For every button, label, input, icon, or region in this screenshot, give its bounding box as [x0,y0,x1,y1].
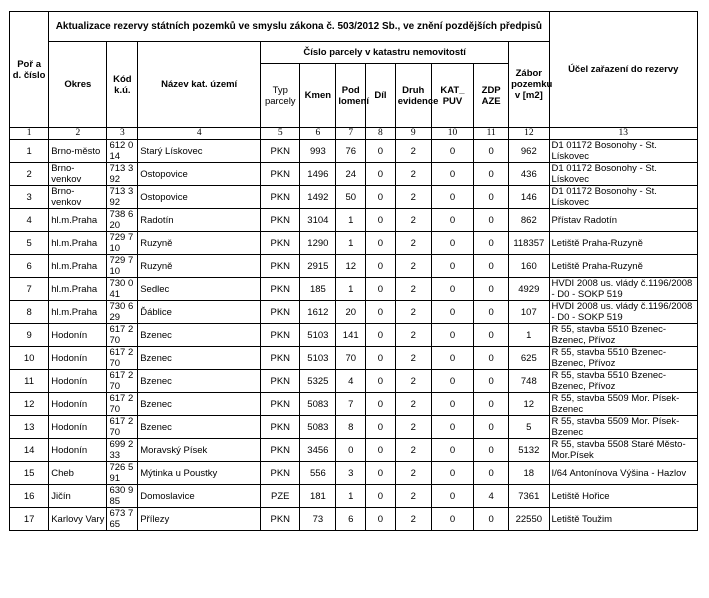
evidence-cell: 2 [395,370,431,393]
area-cell: 1 [509,324,549,347]
podlomeni-cell: 24 [336,163,366,186]
district-cell: Brno-venkov [49,163,107,186]
podlomeni-cell: 1 [336,209,366,232]
parcel-type-cell: PKN [261,186,300,209]
area-cell: 12 [509,393,549,416]
podlomeni-cell: 50 [336,186,366,209]
cadastral-name-cell: Bzenec [138,393,261,416]
kmen-cell: 1496 [300,163,336,186]
area-cell: 5132 [509,439,549,462]
code-cell: 726 591 [107,462,138,485]
cadastral-name-cell: Ostopovice [138,186,261,209]
cadastral-name-cell: Bzenec [138,347,261,370]
purpose-cell: R 55, stavba 5510 Bzenec-Bzenec, Přívoz [549,324,698,347]
district-cell: Hodonín [49,370,107,393]
table-row [10,347,698,370]
code-cell: 617 270 [107,347,138,370]
podlomeni-cell: 12 [336,255,366,278]
cadastral-name-cell: Bzenec [138,370,261,393]
parcel-type-cell: PKN [261,393,300,416]
dil-cell: 0 [366,370,396,393]
podlomeni-cell: 70 [336,347,366,370]
zdp-aze-cell: 0 [474,324,509,347]
evidence-cell: 2 [395,462,431,485]
parcel-type-cell: PKN [261,439,300,462]
purpose-cell: R 55, stavba 5509 Mor. Písek-Bzenec [549,393,698,416]
purpose-cell: Letiště Praha-Ruzyně [549,255,698,278]
row-number: 3 [10,186,49,209]
row-number: 15 [10,462,49,485]
header-kmen: Kmen [300,64,336,128]
column-number: 3 [107,128,138,140]
kmen-cell: 3104 [300,209,336,232]
row-number: 5 [10,232,49,255]
cadastral-name-cell: Sedlec [138,278,261,301]
zdp-aze-cell: 0 [474,439,509,462]
table-row [10,393,698,416]
evidence-cell: 2 [395,347,431,370]
code-cell: 612 014 [107,140,138,163]
dil-cell: 0 [366,393,396,416]
column-number: 6 [300,128,336,140]
code-cell: 730 629 [107,301,138,324]
cadastral-name-cell: Bzenec [138,324,261,347]
kat-puv-cell: 0 [431,186,473,209]
dil-cell: 0 [366,186,396,209]
evidence-cell: 2 [395,140,431,163]
kat-puv-cell: 0 [431,209,473,232]
kmen-cell: 5083 [300,393,336,416]
podlomeni-cell: 6 [336,508,366,531]
podlomeni-cell: 0 [336,439,366,462]
district-cell: hl.m.Praha [49,209,107,232]
cadastral-name-cell: Moravský Písek [138,439,261,462]
cadastral-name-cell: Přílezy [138,508,261,531]
dil-cell: 0 [366,301,396,324]
row-number: 14 [10,439,49,462]
kat-puv-cell: 0 [431,163,473,186]
podlomeni-cell: 7 [336,393,366,416]
column-number: 13 [549,128,698,140]
evidence-cell: 2 [395,255,431,278]
table-row [10,416,698,439]
kat-puv-cell: 0 [431,140,473,163]
area-cell: 107 [509,301,549,324]
dil-cell: 0 [366,347,396,370]
kmen-cell: 5083 [300,416,336,439]
column-number: 9 [395,128,431,140]
kat-puv-cell: 0 [431,485,473,508]
zdp-aze-cell: 0 [474,462,509,485]
district-cell: Karlovy Vary [49,508,107,531]
table-row [10,255,698,278]
area-cell: 625 [509,347,549,370]
row-number: 6 [10,255,49,278]
zdp-aze-cell: 0 [474,347,509,370]
table-row [10,485,698,508]
row-number: 9 [10,324,49,347]
area-cell: 18 [509,462,549,485]
table-body [10,140,698,531]
zdp-aze-cell: 0 [474,255,509,278]
kmen-cell: 1290 [300,232,336,255]
table-row [10,370,698,393]
header-parcel-group: Číslo parcely v katastru nemovitostí [261,42,509,64]
cadastral-name-cell: Ruzyně [138,232,261,255]
cadastral-name-cell: Radotín [138,209,261,232]
parcel-type-cell: PKN [261,370,300,393]
parcel-type-cell: PKN [261,278,300,301]
district-cell: Jičín [49,485,107,508]
purpose-cell: D1 01172 Bosonohy - St. Lískovec [549,163,698,186]
code-cell: 617 270 [107,324,138,347]
row-number: 7 [10,278,49,301]
parcel-type-cell: PZE [261,485,300,508]
code-cell: 730 041 [107,278,138,301]
cadastral-name-cell: Ostopovice [138,163,261,186]
area-cell: 5 [509,416,549,439]
evidence-cell: 2 [395,163,431,186]
header-podlomeni: Pod lomení [336,64,366,128]
table-row [10,301,698,324]
district-cell: Hodonín [49,347,107,370]
dil-cell: 0 [366,324,396,347]
column-number: 2 [49,128,107,140]
kmen-cell: 1492 [300,186,336,209]
kmen-cell: 2915 [300,255,336,278]
column-number: 10 [431,128,473,140]
kat-puv-cell: 0 [431,255,473,278]
area-cell: 862 [509,209,549,232]
table-row [10,508,698,531]
kat-puv-cell: 0 [431,324,473,347]
header-section-title: Aktualizace rezervy státních pozemků ve smyslu zákona č. 503/2012 Sb., ve znění pozdějších předpisů [49,12,549,42]
column-number: 8 [366,128,396,140]
table-row [10,439,698,462]
column-number-row [10,128,698,140]
district-cell: Brno-venkov [49,186,107,209]
kat-puv-cell: 0 [431,301,473,324]
table-row [10,462,698,485]
dil-cell: 0 [366,255,396,278]
area-cell: 748 [509,370,549,393]
evidence-cell: 2 [395,232,431,255]
zdp-aze-cell: 0 [474,393,509,416]
kmen-cell: 185 [300,278,336,301]
cadastral-name-cell: Starý Lískovec [138,140,261,163]
dil-cell: 0 [366,462,396,485]
district-cell: hl.m.Praha [49,278,107,301]
reserve-table-container [9,11,698,531]
evidence-cell: 2 [395,439,431,462]
code-cell: 617 270 [107,393,138,416]
column-number: 12 [509,128,549,140]
evidence-cell: 2 [395,324,431,347]
area-cell: 4929 [509,278,549,301]
reserve-table [9,11,698,531]
kmen-cell: 5103 [300,324,336,347]
evidence-cell: 2 [395,393,431,416]
district-cell: Brno-město [49,140,107,163]
parcel-type-cell: PKN [261,301,300,324]
code-cell: 673 765 [107,508,138,531]
code-cell: 738 620 [107,209,138,232]
header-purpose: Účel zařazení do rezervy [549,12,698,128]
header-zdp-aze: ZDP AZE [474,64,509,128]
purpose-cell: R 55, stavba 5510 Bzenec-Bzenec, Přívoz [549,347,698,370]
district-cell: Hodonín [49,439,107,462]
purpose-cell: R 55, stavba 5509 Mor. Písek-Bzenec [549,416,698,439]
kat-puv-cell: 0 [431,439,473,462]
podlomeni-cell: 141 [336,324,366,347]
kat-puv-cell: 0 [431,347,473,370]
zdp-aze-cell: 0 [474,232,509,255]
parcel-type-cell: PKN [261,140,300,163]
header-area: Zábor pozemku v [m2] [509,42,549,128]
row-number: 10 [10,347,49,370]
column-number: 4 [138,128,261,140]
purpose-cell: Letiště Toužim [549,508,698,531]
parcel-type-cell: PKN [261,508,300,531]
dil-cell: 0 [366,416,396,439]
parcel-type-cell: PKN [261,163,300,186]
dil-cell: 0 [366,140,396,163]
table-row [10,324,698,347]
kmen-cell: 5325 [300,370,336,393]
purpose-cell: HVDI 2008 us. vlády č.1196/2008 - D0 - SOKP 519 [549,278,698,301]
row-number: 17 [10,508,49,531]
evidence-cell: 2 [395,485,431,508]
parcel-type-cell: PKN [261,462,300,485]
purpose-cell: Letiště Hořice [549,485,698,508]
row-number: 12 [10,393,49,416]
evidence-cell: 2 [395,508,431,531]
kmen-cell: 993 [300,140,336,163]
zdp-aze-cell: 0 [474,416,509,439]
table-row [10,140,698,163]
dil-cell: 0 [366,209,396,232]
kat-puv-cell: 0 [431,232,473,255]
district-cell: Hodonín [49,324,107,347]
evidence-cell: 2 [395,186,431,209]
district-cell: hl.m.Praha [49,255,107,278]
podlomeni-cell: 1 [336,278,366,301]
kat-puv-cell: 0 [431,508,473,531]
zdp-aze-cell: 4 [474,485,509,508]
purpose-cell: R 55, stavba 5508 Staré Město-Mor.Písek [549,439,698,462]
row-number: 11 [10,370,49,393]
cadastral-name-cell: Ruzyně [138,255,261,278]
zdp-aze-cell: 0 [474,209,509,232]
kat-puv-cell: 0 [431,393,473,416]
podlomeni-cell: 20 [336,301,366,324]
area-cell: 146 [509,186,549,209]
purpose-cell: Letiště Praha-Ruzyně [549,232,698,255]
parcel-type-cell: PKN [261,255,300,278]
purpose-cell: HVDI 2008 us. vlády č.1196/2008 - D0 - SOKP 519 [549,301,698,324]
dil-cell: 0 [366,278,396,301]
header-code: Kód k.ú. [107,42,138,128]
area-cell: 7361 [509,485,549,508]
kat-puv-cell: 0 [431,278,473,301]
area-cell: 436 [509,163,549,186]
area-cell: 22550 [509,508,549,531]
row-number: 2 [10,163,49,186]
header-district: Okres [49,42,107,128]
dil-cell: 0 [366,508,396,531]
parcel-type-cell: PKN [261,347,300,370]
purpose-cell: Přístav Radotín [549,209,698,232]
zdp-aze-cell: 0 [474,163,509,186]
row-number: 13 [10,416,49,439]
parcel-type-cell: PKN [261,416,300,439]
kat-puv-cell: 0 [431,462,473,485]
dil-cell: 0 [366,163,396,186]
district-cell: Hodonín [49,416,107,439]
cadastral-name-cell: Ďáblice [138,301,261,324]
kmen-cell: 5103 [300,347,336,370]
header-cadastral-name: Název kat. území [138,42,261,128]
code-cell: 699 233 [107,439,138,462]
kmen-cell: 73 [300,508,336,531]
parcel-type-cell: PKN [261,324,300,347]
podlomeni-cell: 8 [336,416,366,439]
district-cell: hl.m.Praha [49,301,107,324]
row-number: 1 [10,140,49,163]
kat-puv-cell: 0 [431,416,473,439]
dil-cell: 0 [366,485,396,508]
kmen-cell: 1612 [300,301,336,324]
evidence-cell: 2 [395,209,431,232]
kmen-cell: 3456 [300,439,336,462]
row-number: 8 [10,301,49,324]
kmen-cell: 556 [300,462,336,485]
podlomeni-cell: 1 [336,485,366,508]
zdp-aze-cell: 0 [474,370,509,393]
table-row [10,186,698,209]
podlomeni-cell: 4 [336,370,366,393]
column-number: 7 [336,128,366,140]
table-row [10,163,698,186]
header-parcel-type: Typ parcely [261,64,300,128]
row-number: 16 [10,485,49,508]
dil-cell: 0 [366,439,396,462]
code-cell: 713 392 [107,186,138,209]
dil-cell: 0 [366,232,396,255]
code-cell: 713 392 [107,163,138,186]
code-cell: 630 985 [107,485,138,508]
code-cell: 729 710 [107,255,138,278]
table-row [10,209,698,232]
area-cell: 962 [509,140,549,163]
purpose-cell: D1 01172 Bosonohy - St. Lískovec [549,140,698,163]
district-cell: Cheb [49,462,107,485]
column-number: 11 [474,128,509,140]
zdp-aze-cell: 0 [474,508,509,531]
header-kat-puv: KAT_ PUV [431,64,473,128]
kat-puv-cell: 0 [431,370,473,393]
district-cell: Hodonín [49,393,107,416]
cadastral-name-cell: Bzenec [138,416,261,439]
purpose-cell: I/64 Antonínova Výšina - Hazlov [549,462,698,485]
zdp-aze-cell: 0 [474,301,509,324]
code-cell: 617 270 [107,416,138,439]
kmen-cell: 181 [300,485,336,508]
table-row [10,278,698,301]
district-cell: hl.m.Praha [49,232,107,255]
area-cell: 160 [509,255,549,278]
code-cell: 729 710 [107,232,138,255]
evidence-cell: 2 [395,416,431,439]
zdp-aze-cell: 0 [474,186,509,209]
header-order-number: Poř a d. číslo [10,12,49,128]
header-dil: Díl [366,64,396,128]
parcel-type-cell: PKN [261,232,300,255]
zdp-aze-cell: 0 [474,140,509,163]
purpose-cell: R 55, stavba 5510 Bzenec-Bzenec, Přívoz [549,370,698,393]
cadastral-name-cell: Domoslavice [138,485,261,508]
column-number: 5 [261,128,300,140]
row-number: 4 [10,209,49,232]
podlomeni-cell: 76 [336,140,366,163]
table-row [10,232,698,255]
evidence-cell: 2 [395,278,431,301]
header-evidence: Druh evidence [395,64,431,128]
parcel-type-cell: PKN [261,209,300,232]
purpose-cell: D1 01172 Bosonohy - St. Lískovec [549,186,698,209]
cadastral-name-cell: Mýtinka u Poustky [138,462,261,485]
code-cell: 617 270 [107,370,138,393]
area-cell: 118357 [509,232,549,255]
column-number: 1 [10,128,49,140]
podlomeni-cell: 1 [336,232,366,255]
evidence-cell: 2 [395,301,431,324]
podlomeni-cell: 3 [336,462,366,485]
zdp-aze-cell: 0 [474,278,509,301]
